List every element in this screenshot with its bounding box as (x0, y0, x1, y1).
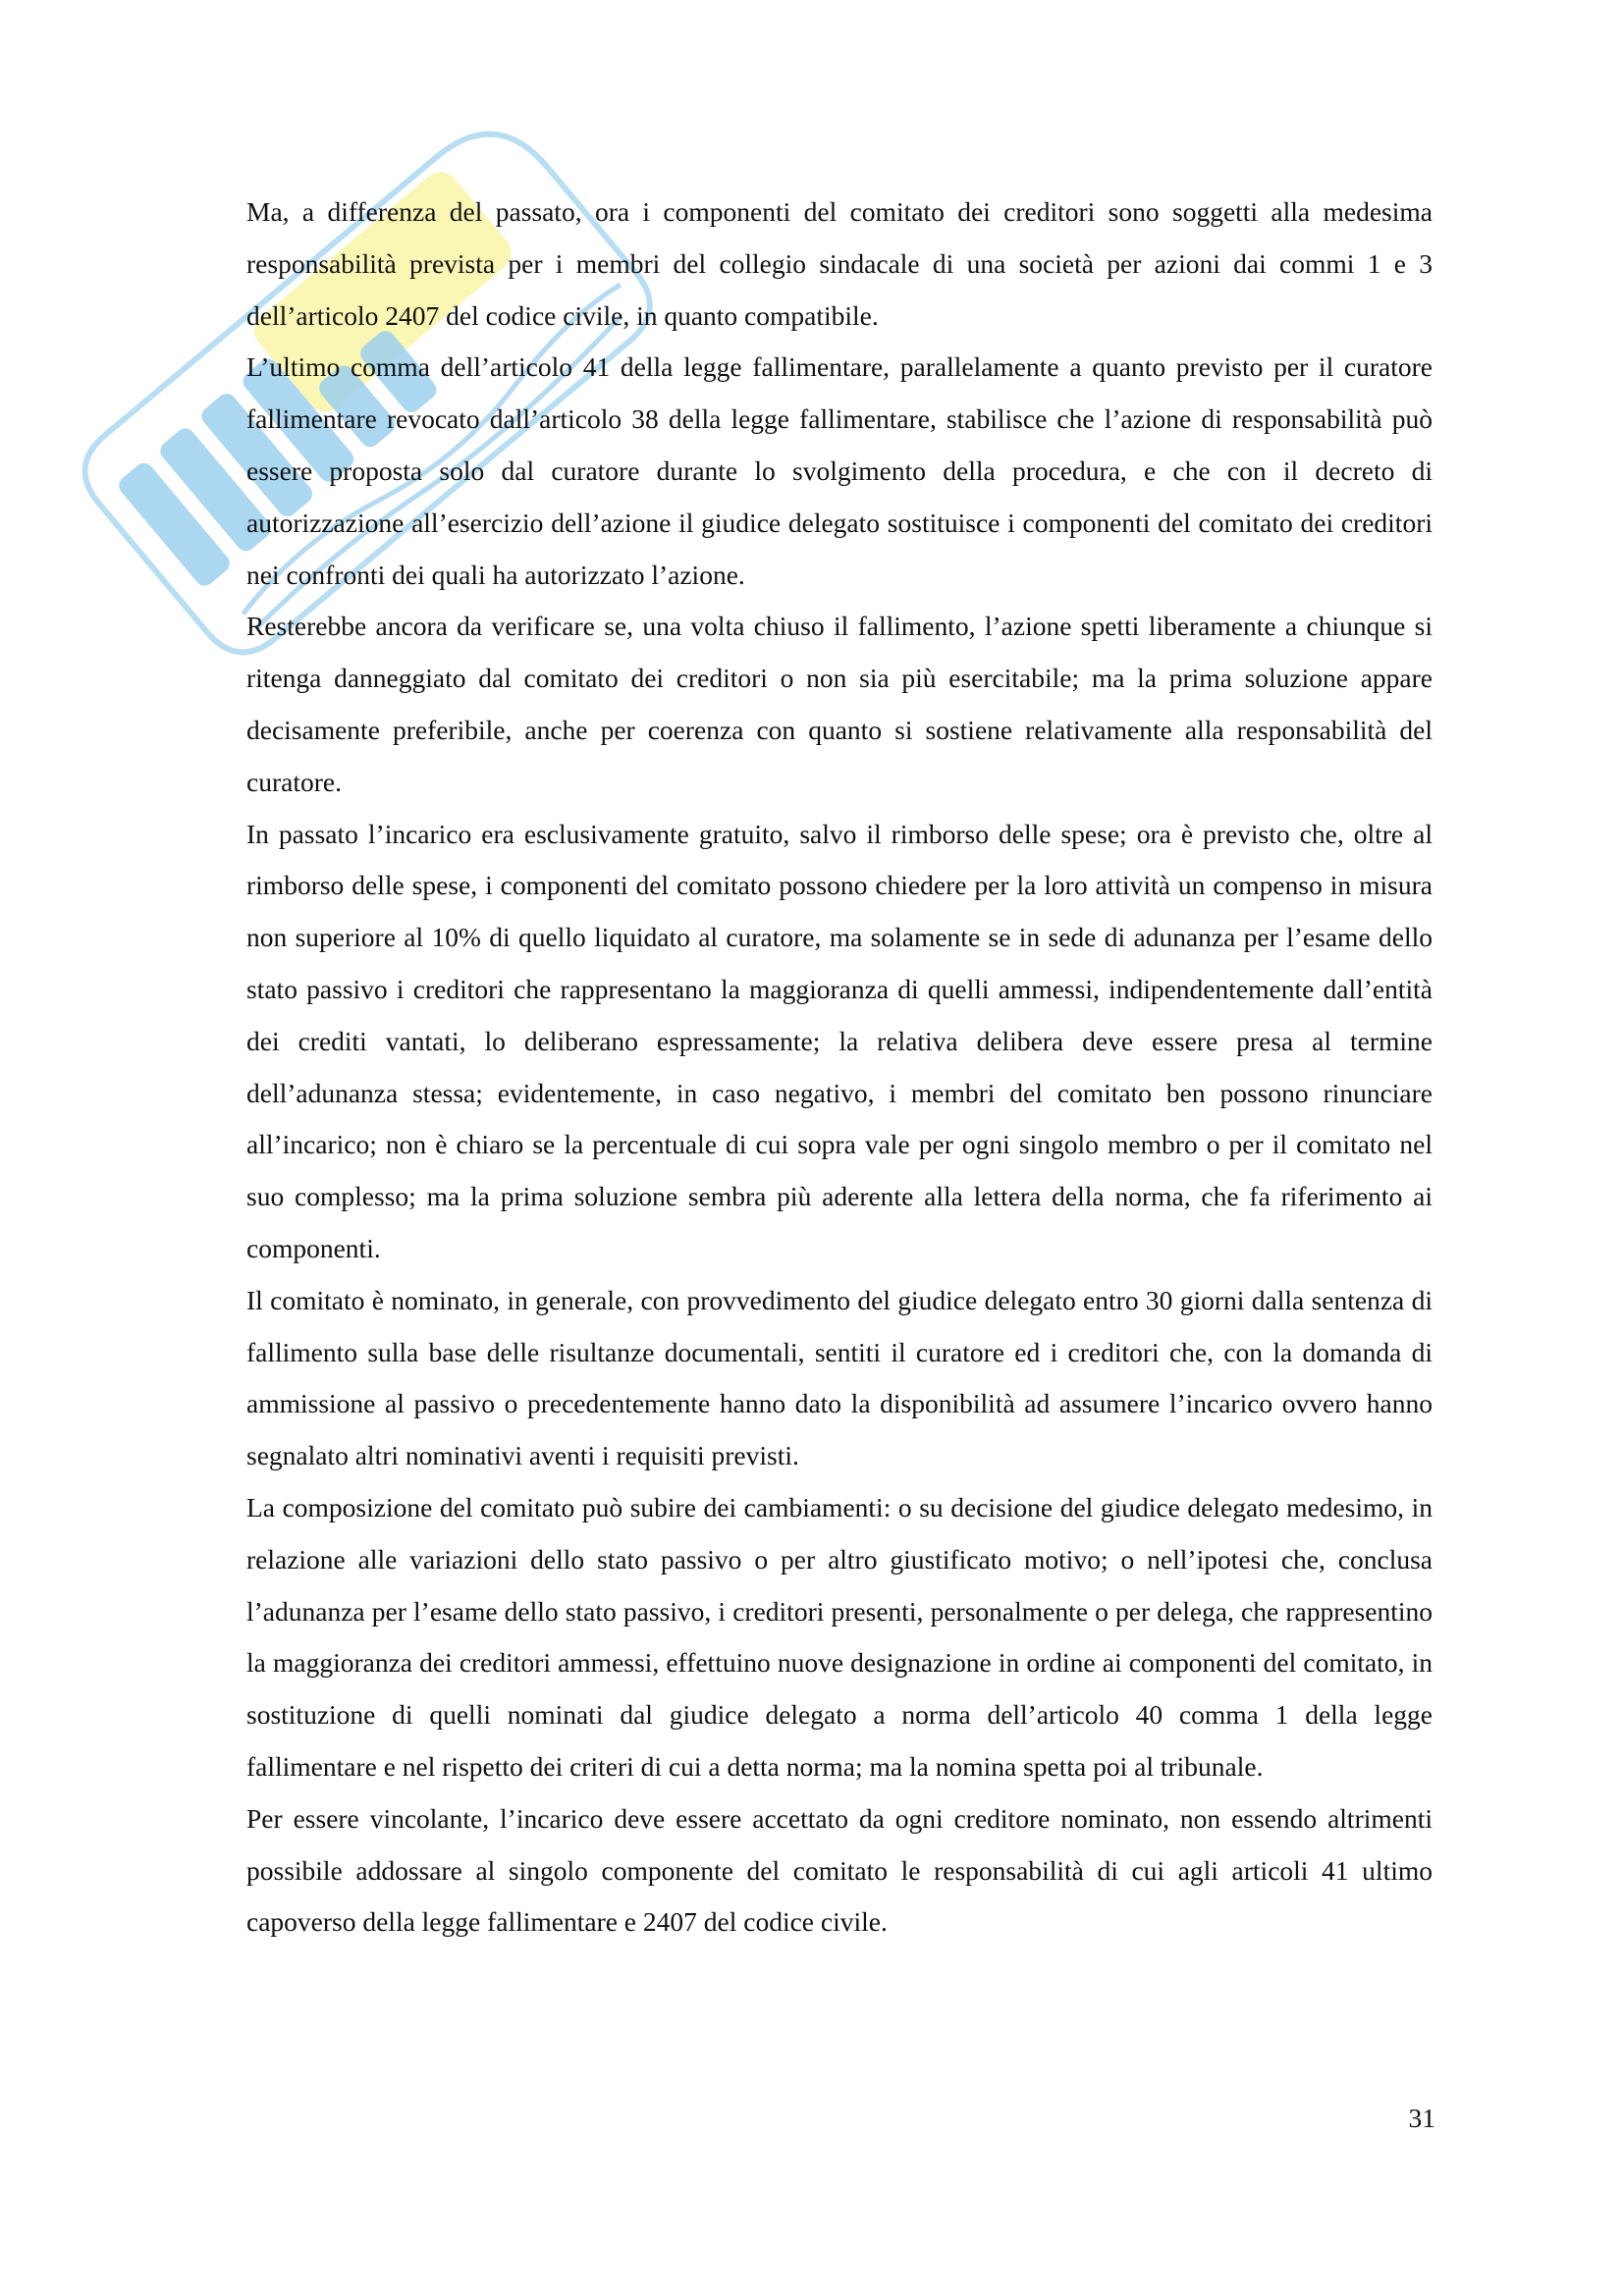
paragraph: Il comitato è nominato, in generale, con provvedimento del giudice delegato entro 30 giorni dalla sentenza di fallimento sulla base delle risultanze documentali, sentiti il curatore ed i creditori che, con la domanda di ammissione al passivo o precedentemente hanno dato la disponibilità ad assumere l’incarico ovvero hanno segnalato altri nominativi aventi i requisiti previsti. (246, 1284, 1433, 1471)
paragraph: La composizione del comitato può subire dei cambiamenti: o su decisione del giudice delegato medesimo, in relazione alle variazioni dello stato passivo o per altro giustificato motivo; o nell’ipotesi che, conclusa l’adunanza per l’esame dello stato passivo, i creditori presenti, personalmente o per delega, che rappresentino la maggioranza dei creditori ammessi, effettuino nuove designazione in ordine ai componenti del comitato, in sostituzione di quelli nominati dal giudice delegato a norma dell’articolo 40 comma 1 della legge fallimentare e nel rispetto dei criteri di cui a detta norma; ma la nomina spetta poi al tribunale. (246, 1491, 1433, 1782)
page-number: 31 (1408, 2103, 1435, 2133)
paragraph: Resterebbe ancora da verificare se, una volta chiuso il fallimento, l’azione spetti liberamente a chiunque si ritenga danneggiato dal comitato dei creditori o non sia più esercitabile; ma la prima soluzione appare decisamente preferibile, anche per coerenza con quanto si sostiene relativamente alla responsabilità del curatore. (246, 611, 1433, 797)
document-body (246, 187, 1433, 1949)
paragraph: Per essere vincolante, l’incarico deve essere accettato da ogni creditore nominato, non essendo altrimenti possibile addossare al singolo componente del comitato le responsabilità di cui agli articoli 41 ultimo capoverso della legge fallimentare e 2407 del codice civile. (246, 1802, 1433, 1938)
paragraph: L’ultimo comma dell’articolo 41 della legge fallimentare, parallelamente a quanto previsto per il curatore fallimentare revocato dall’articolo 38 della legge fallimentare, stabilisce che l’azione di responsabilità può essere proposta solo dal curatore durante lo svolgimento della procedura, e che con il decreto di autorizzazione all’esercizio dell’azione il giudice delegato sostituisce i componenti del comitato dei creditori nei confronti dei quali ha autorizzato l’azione. (246, 351, 1433, 590)
paragraph: Ma, a differenza del passato, ora i componenti del comitato dei creditori sono soggetti alla medesima responsabilità prevista per i membri del collegio sindacale di una società per azioni dai commi 1 e 3 dell’articolo 2407 del codice civile, in quanto compatibile. (246, 196, 1433, 331)
paragraph: In passato l’incarico era esclusivamente gratuito, salvo il rimborso delle spese; ora è previsto che, oltre al rimborso delle spese, i componenti del comitato possono chiedere per la loro attività un compenso in misura non superiore al 10% di quello liquidato al curatore, ma solamente se in sede di adunanza per l’esame dello stato passivo i creditori che rappresentano la maggioranza di quelli ammessi, indipendentemente dall’entità dei crediti vantati, lo deliberano espressamente; la relativa delibera deve essere presa al termine dell’adunanza stessa; evidentemente, in caso negativo, i membri del comitato ben possono rinunciare all’incarico; non è chiaro se la percentuale di cui sopra vale per ogni singolo membro o per il comitato nel suo complesso; ma la prima soluzione sembra più aderente alla lettera della norma, che fa riferimento ai componenti. (246, 818, 1433, 1263)
